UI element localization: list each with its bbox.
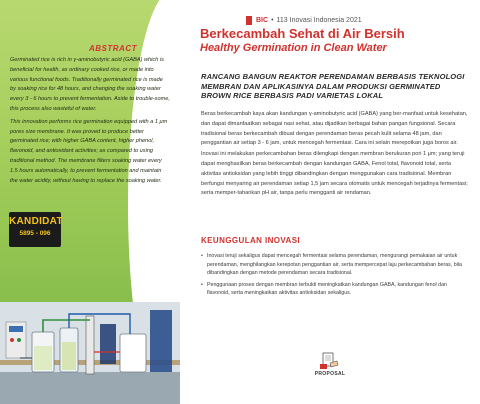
description-paragraph: Beras berkecambah kaya akan kandungan γ-aminobutyric acid (GABA) yang ber-manfaat untuk kesehatan, dan dapat dimanfaatkan sebagai nasi sehat, atau dijadikan berbagai bahan pangan fungsional. Secara tradisional beras berkecambah dibuat dengan perendaman beras pecah kulit selama 48 jam, dan penggantian air setiap 3 - 6 jam, untuk mencegah fermentasi. Cara ini selain merepotkan juga boros air. xyxy=(201,111,468,147)
reactor-equipment-photo xyxy=(0,302,180,404)
reactor-equipment-illustration xyxy=(0,302,180,404)
advantages-title: KEUNGGULAN INOVASI xyxy=(201,236,301,245)
advantage-text: Penggunaan proses dengan membran terbukti meningkatkan kandungan GABA, kandungan fenol dan flavonoid, serta meningkatkan aktivitas antioksidan sekaligus. xyxy=(207,281,448,297)
advantage-item xyxy=(201,281,471,298)
document-hand-icon xyxy=(320,352,340,370)
red-marker-icon xyxy=(246,16,252,25)
abstract-title: ABSTRACT xyxy=(89,44,137,53)
advantages-list xyxy=(201,252,471,301)
bic-label: BIC xyxy=(256,17,269,24)
badge-code: 5895 - 096 xyxy=(19,230,51,237)
abstract-paragraph: This innovation performs rice germination equipped with a 1 μm pores size membrane. It was proved to produce better germinated rice; with higher GABA content, higher phenol, flavonoid, and antioxidant activities; as compared to using traditional method. The membrane filters soaking water every 1.5 hours automatically, to prevent fermentation and maintain the water acidity, without having to replace the soaking water. xyxy=(10,118,168,184)
advantage-item xyxy=(201,252,471,278)
title-indonesian: Berkecambah Sehat di Air Bersih xyxy=(200,26,405,41)
edition-label: 113 Inovasi Indonesia 2021 xyxy=(276,17,362,24)
description-body xyxy=(201,110,471,199)
abstract-paragraph: Germinated rice is rich in γ-aminobutyric acid (GABA) which is beneficial for health, as ordinary cooked rice, or made into various functional foods. Traditionally germinated rice is made by soaking rice for 48 hours, and changing the soaking water every 3 - 6 hours to prevent fermentation. Aside to trouble-some, this process also wasteful of water. xyxy=(10,57,170,112)
title-english: Healthy Germination in Clean Water xyxy=(200,42,387,54)
abstract-body xyxy=(10,56,170,186)
candidate-badge xyxy=(9,212,61,247)
project-title: RANCANG BANGUN REAKTOR PERENDAMAN BERBASIS TEKNOLOGI MEMBRAN DAN APLIKASINYA DALAM PRODUKSI GERMINATED BROWN RICE BERBASIS PADI VARIETAS LOKAL xyxy=(201,72,465,101)
header-separator: • xyxy=(271,17,274,24)
edition-header xyxy=(246,15,362,26)
description-paragraph: Inovasi ini melakukan perkecambahan beras dilengkapi dengan membran berukuran pori 1 μm; yang teruji dapat menghasilkan beras berkecambah dengan kandungan GABA, Fenol total, flavonoid total, serta aktivitas antioksidan yang lebih tinggi dibandingkan dengan menggunakan cara tradisional. Membran berfungsi menyaring air perendaman setiap 1,5 jam secara otomatis untuk mencegah terjadinya fermentasi; serta memper-tahankan pH air, tanpa perlu mengganti air rendaman. xyxy=(201,151,468,197)
proposal-stamp xyxy=(312,352,348,377)
bullet-icon: • xyxy=(201,253,203,259)
proposal-label: PROPOSAL xyxy=(314,371,346,377)
bullet-icon: • xyxy=(201,281,203,288)
badge-name: KANDIDAT xyxy=(9,216,63,227)
advantage-text: Inovasi teruji sekaligus dapat mencegah fermentasi selama perendaman, mengurangi pemakaian air untuk perendaman, menghilangkan kerepotan penggantian air, serta mempercepat laju perkecambahan beras, bila dibandingkan dengan metode perendaman secara tradisional. xyxy=(207,253,463,277)
